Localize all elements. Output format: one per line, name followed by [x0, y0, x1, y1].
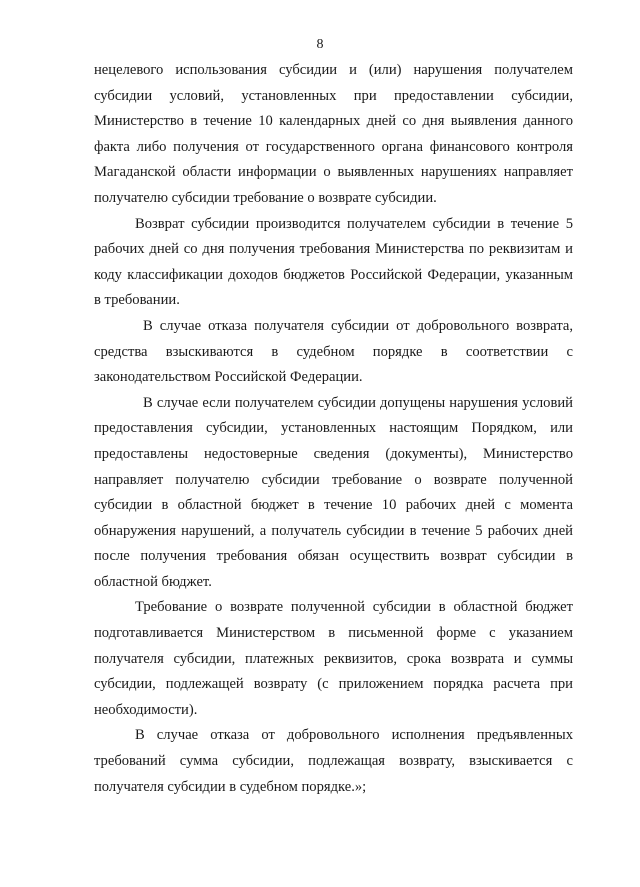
paragraph-refusal-voluntary-return: В случае отказа получателя субсидии от добровольного возврата, средства взыскиваются в судебном порядке в соответствии с законодательством Российской Федерации.: [94, 317, 573, 386]
paragraph-violations-requirement: В случае если получателем субсидии допущены нарушения условий предоставления субсидии, установленных настоящим Порядком, или предоставлены недостоверные сведения (документы), Министерство направляет получателю субсидии требование о возврате полученной субсидии в областной бюджет в течение 10 рабочих дней с момента обнаружения нарушений, а получатель субсидии в течение 5 рабочих дней после получения требования обязан осуществить возврат субсидии в областной бюджет.: [94, 394, 573, 590]
paragraph-continuation: нецелевого использования субсидии и (или) нарушения получателем субсидии условий, установленных при предоставлении субсидии, Министерство в течение 10 календарных дней со дня выявления данного факта либо получения от государственного органа финансового контроля Магаданской области информации о выявленных нарушениях направляет получателю субсидии требование о возврате субсидии.: [94, 62, 573, 206]
page-number: 8: [316, 37, 324, 52]
paragraph-refund-procedure: Возврат субсидии производится получателем субсидии в течение 5 рабочих дней со дня получения требования Министерства по реквизитам и коду классификации доходов бюджетов Российской Федерации, указанным в требовании.: [94, 215, 573, 309]
paragraph-court-recovery: В случае отказа от добровольного исполнения предъявленных требований сумма субсидии, подлежащая возврату, взыскивается с получателя субсидии в судебном порядке.»;: [94, 727, 573, 795]
document-body: [94, 58, 573, 800]
paragraph-requirement-form: Требование о возврате полученной субсидии в областной бюджет подготавливается Министерством в письменной форме с указанием получателя субсидии, платежных реквизитов, срока возврата и суммы субсидии, подлежащей возврату (с приложением порядка расчета при необходимости).: [94, 599, 573, 718]
